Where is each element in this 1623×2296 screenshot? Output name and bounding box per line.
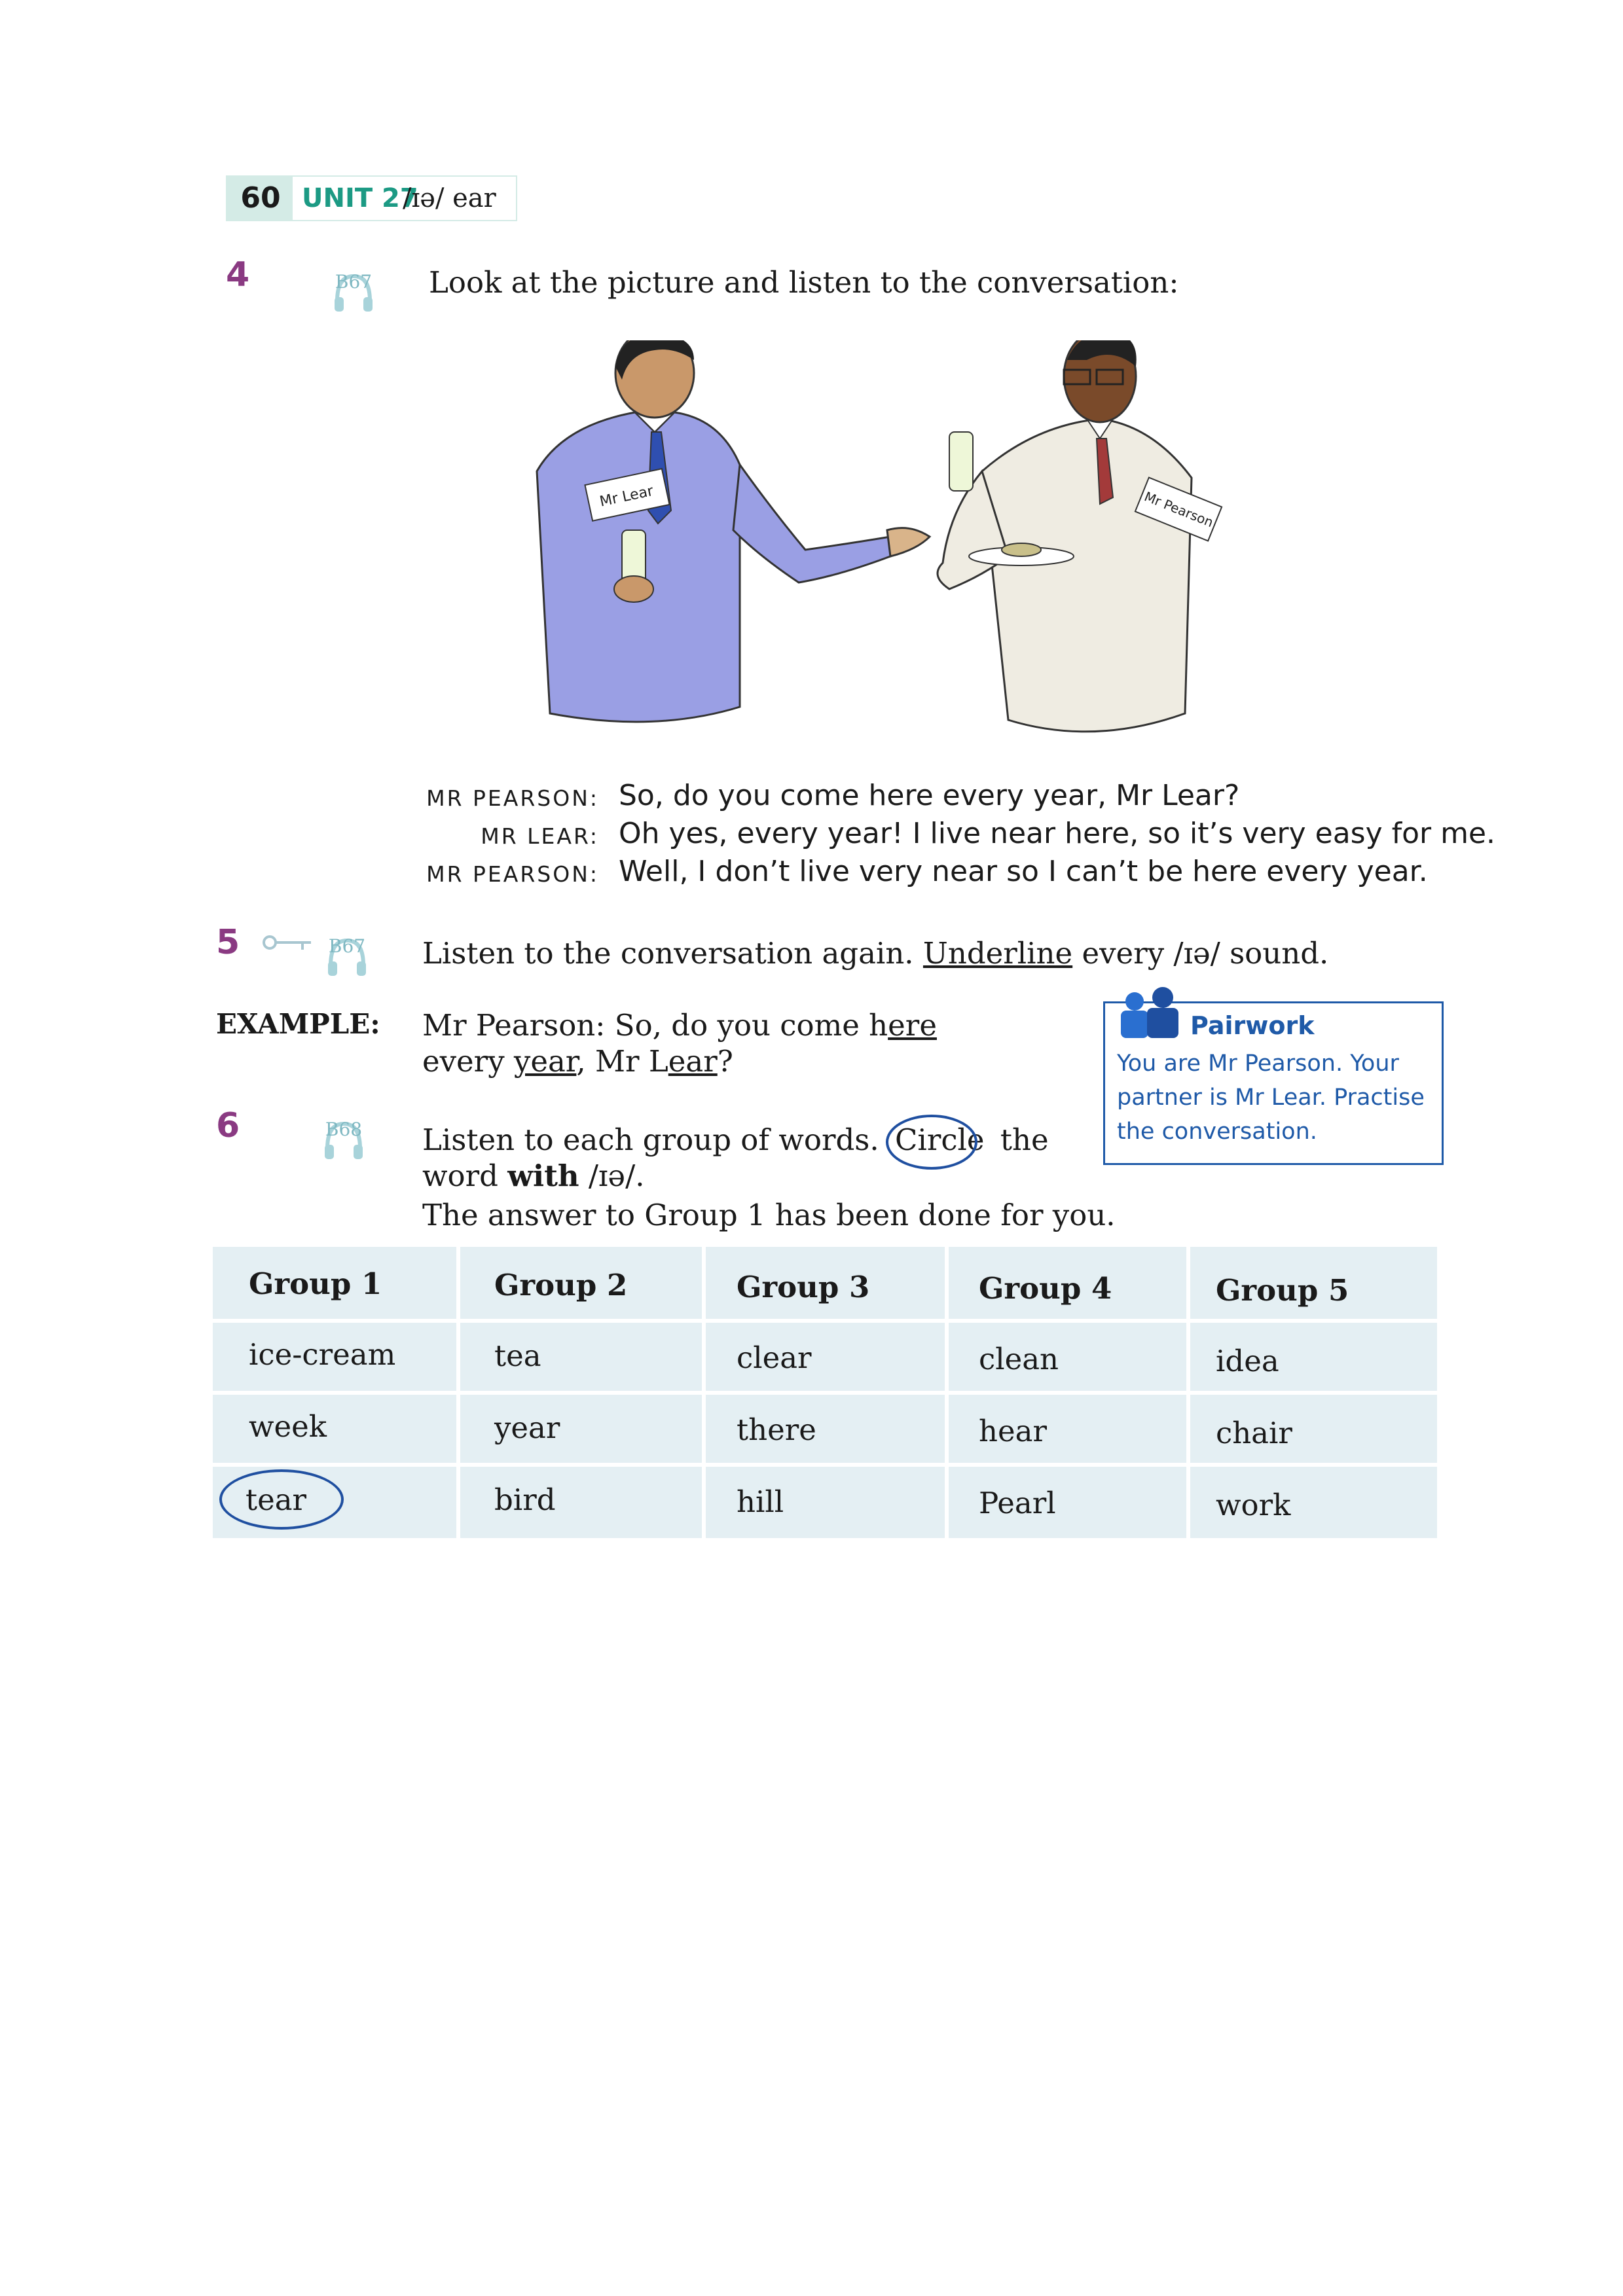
track-label: B67 [328,935,366,957]
mr-lear-badge-text: Mr Lear [598,482,655,511]
pairwork-body: You are Mr Pearson. Your partner is Mr Lear. Practise the conversation. [1117,1050,1425,1145]
exercise-5-instruction: Listen to the conversation again. Underline every /ɪə/ sound. [422,936,1329,971]
exercise-5-number: 5 [216,923,240,962]
table-cell: hear [979,1414,1047,1448]
dialogue-speaker-1: MR PEARSON: [426,785,599,811]
dialogue-line-1: So, do you come here every year, Mr Lear? [619,779,1240,812]
table-cell: work [1216,1488,1291,1522]
track-label: B67 [335,271,373,293]
track-label: B68 [325,1119,363,1140]
exercise-4-number: 4 [226,255,250,295]
table-cell: clear [737,1340,812,1375]
table-cell: year [494,1410,560,1445]
mr-pearson-figure [938,340,1222,732]
table-cell: there [737,1412,816,1447]
word-groups-table [213,1247,1437,1538]
table-cell: week [249,1409,327,1444]
mr-lear-figure [537,340,930,722]
pairwork-box [1103,1001,1444,1165]
exercise-4-audio-track[interactable] [331,268,376,314]
table-cell: clean [979,1342,1059,1376]
table-header: Group 2 [494,1268,628,1302]
circle-mark [886,1115,977,1170]
table-header: Group 3 [737,1270,870,1304]
unit-title-box [291,175,517,221]
underline-word: Underline [922,936,1073,971]
exercise-6-instruction-line-3: The answer to Group 1 has been done for you. [422,1198,1116,1232]
dialogue-speaker-2: MR LEAR: [481,823,599,849]
page-header [226,175,517,221]
key-icon [262,933,314,952]
table-header: Group 4 [979,1271,1112,1306]
page-number: 60 [240,181,281,215]
pairwork-title: Pairwork [1190,1011,1315,1040]
table-cell: idea [1216,1344,1279,1378]
dialogue-line-3: Well, I don’t live very near so I can’t be here every year. [619,855,1428,888]
example-label: EXAMPLE: [216,1008,380,1040]
conversation-illustration [524,340,1244,746]
table-header: Group 1 [249,1266,382,1301]
table-cell: ice-cream [249,1337,396,1372]
table-cell: hill [737,1484,784,1519]
exercise-5-audio-track[interactable] [324,933,370,978]
example-line-2: every year, Mr Lear? [422,1044,733,1079]
exercise-6-audio-track[interactable] [321,1116,367,1162]
circle-word: Circle [888,1122,991,1157]
example-line-1: Mr Pearson: So, do you come here [422,1008,937,1043]
table-cell: bird [494,1482,556,1517]
pairwork-people-icon [1112,987,1184,1039]
exercise-6-number: 6 [216,1106,240,1145]
table-cell-answer: tear [246,1482,307,1517]
table-cell: chair [1216,1416,1292,1450]
dialogue-line-2: Oh yes, every year! I live near here, so it’s very easy for me. [619,817,1496,850]
table-cell: Pearl [979,1486,1056,1520]
dialogue-speaker-3: MR PEARSON: [426,861,599,887]
table-header: Group 5 [1216,1273,1349,1308]
exercise-6-instruction-line-1: Listen to each group of words. Circle the [422,1122,1049,1157]
exercise-4-instruction: Look at the picture and listen to the conversation: [429,265,1179,300]
table-cell: tea [494,1338,541,1373]
mr-pearson-badge-text: Mr Pearson [1142,488,1216,531]
unit-label: UNIT 27 [302,183,418,213]
exercise-6-instruction-line-2: word with /ɪə/. [422,1158,645,1193]
unit-sound: /ɪə/ ear [403,183,496,213]
